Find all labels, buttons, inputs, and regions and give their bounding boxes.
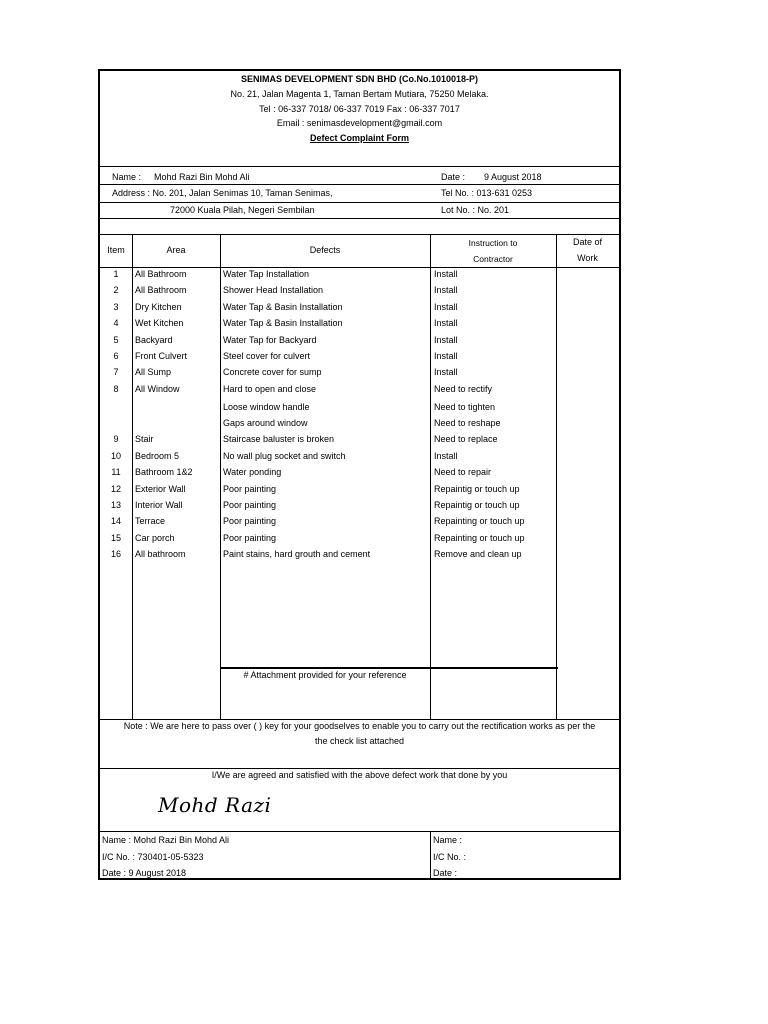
column-divider <box>220 234 221 719</box>
row-defect: No wall plug socket and switch <box>223 450 346 461</box>
divider <box>100 184 619 185</box>
row-defect: Water Tap for Backyard <box>223 334 317 345</box>
divider <box>100 166 619 167</box>
row-defect: Water Tap Installation <box>223 269 310 279</box>
row-area: All Bathroom <box>135 285 187 296</box>
row-item: 6 <box>113 351 119 361</box>
signature: Mohd Razi <box>158 793 272 817</box>
header-defects: Defects <box>309 245 341 255</box>
footer-right-ic: I/C No. : <box>433 852 467 862</box>
customer-name-label: Name : <box>112 172 142 182</box>
customer-tel: Tel No. : 013-631 0253 <box>441 188 533 198</box>
row-defect: Poor painting <box>223 532 277 543</box>
row-defect: Concrete cover for sump <box>223 367 322 378</box>
row-instruction: Need to replace <box>434 434 498 445</box>
row-item: 5 <box>113 334 119 345</box>
row-area: Stair <box>135 434 154 445</box>
row-area: Bathroom 1&2 <box>135 467 193 478</box>
row-area: Exterior Wall <box>135 483 186 494</box>
footer-left-date: Date : 9 August 2018 <box>102 868 187 878</box>
divider <box>100 202 619 203</box>
row-area: Interior Wall <box>135 500 183 510</box>
header-instruction-line1: Instruction to <box>468 238 518 248</box>
column-divider <box>430 831 431 878</box>
row-item: 4 <box>113 318 119 329</box>
column-divider <box>556 234 557 719</box>
divider <box>100 218 619 219</box>
footer-right-date: Date : <box>433 868 458 878</box>
row-item: 7 <box>113 367 119 378</box>
footer-left-name: Name : Mohd Razi Bin Mohd Ali <box>102 835 230 845</box>
attachment-note: # Attachment provided for your reference <box>243 670 407 680</box>
row-item: 3 <box>113 301 119 312</box>
footer-left-ic: I/C No. : 730401-05-5323 <box>102 852 204 862</box>
defects-table <box>100 234 619 719</box>
row-instruction: Repainting or touch up <box>434 532 525 543</box>
row-instruction: Install <box>434 351 458 361</box>
row-defect: Water ponding <box>223 467 282 478</box>
row-defect: Water Tap & Basin Installation <box>223 318 343 329</box>
row-instruction: Install <box>434 269 458 279</box>
header-area: Area <box>166 245 186 255</box>
note-line2: the check list attached <box>314 736 405 746</box>
row-area: Bedroom 5 <box>135 450 180 461</box>
header-date-line1: Date of <box>572 237 603 247</box>
row-area: Wet Kitchen <box>135 318 184 329</box>
column-divider <box>430 234 431 668</box>
row-instruction: Remove and clean up <box>434 549 522 560</box>
row-defect: Water Tap & Basin Installation <box>223 301 343 312</box>
row-item: 15 <box>110 532 121 543</box>
form-title: Defect Complaint Form <box>309 133 409 143</box>
row-area: Backyard <box>135 334 173 345</box>
customer-address-line1: Address : No. 201, Jalan Senimas 10, Taman Senimas, <box>112 188 333 198</box>
row-area: Car porch <box>135 532 175 543</box>
row-instruction: Repainting or touch up <box>434 516 525 527</box>
row-area: All Sump <box>135 367 172 378</box>
column-divider <box>430 668 431 719</box>
row-instruction: Install <box>434 301 458 312</box>
row-item: 16 <box>110 549 121 560</box>
row-item: 10 <box>110 450 121 461</box>
row-instruction: Install <box>434 367 458 378</box>
row-defect: Poor painting <box>223 516 277 527</box>
company-email: Email : senimasdevelopment@gmail.com <box>276 118 443 128</box>
row-instruction: Install <box>434 450 458 461</box>
row-instruction: Repaintig or touch up <box>434 500 520 510</box>
divider <box>100 768 619 769</box>
row-item: 12 <box>110 483 121 494</box>
row-defect: Poor painting <box>223 500 277 510</box>
attachment-divider <box>220 667 558 669</box>
row-item: 8 <box>113 383 119 394</box>
company-address: No. 21, Jalan Magenta 1, Taman Bertam Mutiara, 75250 Melaka. <box>230 89 489 99</box>
row-item: 14 <box>110 516 121 527</box>
row-area: All bathroom <box>135 549 186 560</box>
row-instruction: Install <box>434 318 458 329</box>
agreement-text: I/We are agreed and satisfied with the above defect work that done by you <box>211 770 508 780</box>
header-item: Item <box>107 245 125 255</box>
header-date-line2: Work <box>577 253 598 263</box>
row-item: 1 <box>113 269 119 279</box>
customer-date-value: 9 August 2018 <box>484 172 542 182</box>
footer-right-name: Name : <box>433 835 463 845</box>
row-instruction: Need to repair <box>434 467 492 478</box>
row-area: Terrace <box>135 516 166 527</box>
row-area: Dry Kitchen <box>135 301 182 312</box>
row-instruction: Install <box>434 285 458 296</box>
customer-lot: Lot No. : No. 201 <box>441 205 510 215</box>
row-defect: Paint stains, hard grouth and cement <box>223 549 371 560</box>
row-defect: Staircase baluster is broken <box>223 434 335 445</box>
row-instruction: Need to rectify <box>434 383 493 394</box>
row-instruction: Install <box>434 334 458 345</box>
row-instruction: Repaintig or touch up <box>434 483 520 494</box>
row-item: 13 <box>110 500 121 510</box>
row-defect: Shower Head Installation <box>223 285 324 296</box>
row-area: All Bathroom <box>135 269 187 279</box>
note-line1: Note : We are here to pass over ( ) key for your goodselves to enable you to carry out the rectification works as per the <box>123 721 596 731</box>
row-area: All Window <box>135 383 180 394</box>
divider <box>100 719 619 720</box>
row-item: 2 <box>113 285 119 296</box>
customer-name-value: Mohd Razi Bin Mohd Ali <box>154 172 250 182</box>
row-item: 9 <box>113 434 119 445</box>
column-divider <box>132 234 133 719</box>
row-defect: Steel cover for culvert <box>223 351 311 361</box>
row-defect: Poor painting <box>223 483 277 494</box>
defect-complaint-form <box>98 69 621 880</box>
row-item: 11 <box>111 467 121 478</box>
customer-date-label: Date : <box>441 172 466 182</box>
row-defect: Hard to open and close <box>223 383 317 394</box>
divider <box>100 831 619 832</box>
header-instruction-line2: Contractor <box>473 254 513 264</box>
row-instruction: Need to tighten <box>434 401 496 412</box>
customer-address-line2: 72000 Kuala Pilah, Negeri Sembilan <box>170 205 315 215</box>
row-area: Front Culvert <box>135 351 188 361</box>
row-instruction: Need to reshape <box>434 417 501 428</box>
company-contact: Tel : 06-337 7018/ 06-337 7019 Fax : 06-337 7017 <box>259 104 460 114</box>
company-name: SENIMAS DEVELOPMENT SDN BHD (Co.No.1010018-P) <box>240 74 479 84</box>
header-divider <box>100 267 619 268</box>
row-defect: Loose window handle <box>223 401 310 412</box>
row-defect: Gaps around window <box>223 417 308 428</box>
